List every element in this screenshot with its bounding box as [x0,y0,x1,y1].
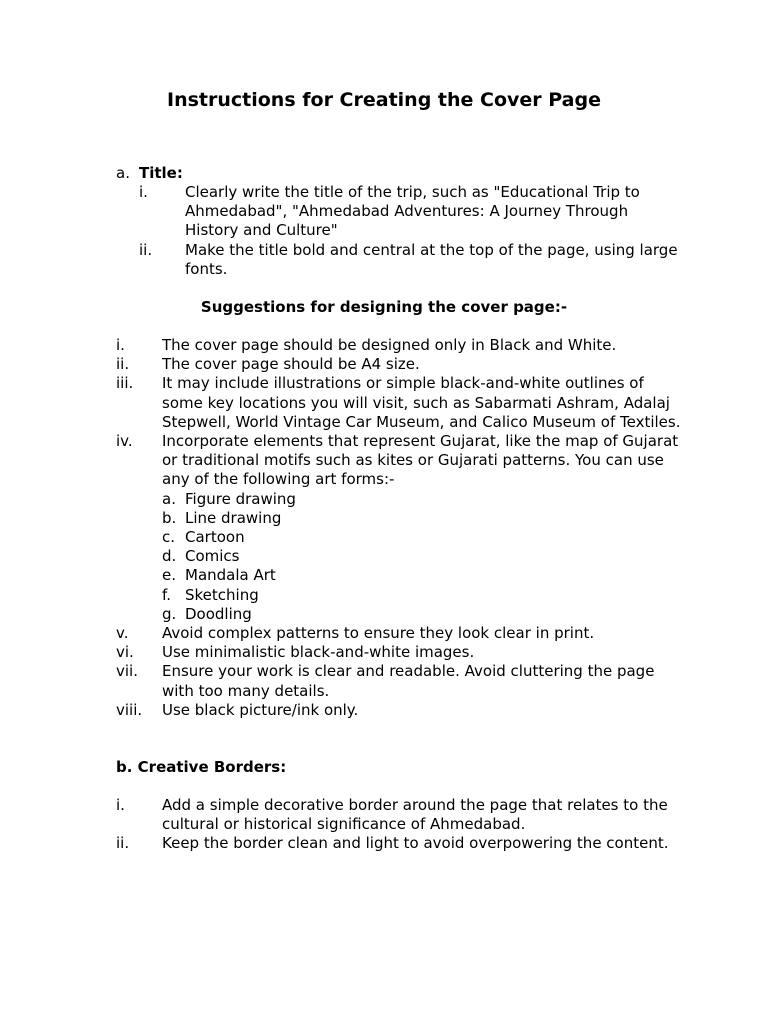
list-item [116,834,686,853]
art-form-item [162,547,686,566]
art-form-text: Cartoon [185,528,245,547]
section-b-list [116,796,686,854]
list-item-text: Use black picture/ink only. [162,700,359,719]
art-form-marker: a. [162,489,176,508]
list-item-text: Add a simple decorative border around the page that relates to the cultural or historical significance of Ahmedabad. [162,796,668,834]
list-item-text: Clearly write the title of the trip, such as "Educational Trip to Ahmedabad", "Ahmedabad Adventures: A Journey Through History and Culture" [185,183,640,240]
list-item-marker: v. [116,624,129,643]
section-a-marker: a. [116,164,130,182]
art-form-text: Doodling [185,604,252,623]
list-item-text: The cover page should be A4 size. [162,355,420,374]
list-item-marker: ii. [139,240,153,259]
art-form-item [162,605,686,624]
list-item-text: Incorporate elements that represent Gujarat, like the map of Gujarat or traditional motifs such as kites or Gujarati patterns. You can use any of the following art forms:- [162,432,679,489]
list-item [116,701,686,720]
art-form-marker: b. [162,508,177,527]
list-item-marker: i. [116,796,125,814]
list-item [116,374,686,432]
list-item-marker: vi. [116,643,134,662]
list-item-text: It may include illustrations or simple black-and-white outlines of some key locations you will visit, such as Sabarmati Ashram, Adalaj Stepwell, World Vintage Car Museum, and Calico Museum of Textiles. [162,374,681,431]
art-form-marker: e. [162,566,176,585]
list-item-marker: i. [116,336,125,354]
art-form-marker: c. [162,528,176,547]
art-form-item [162,509,686,528]
list-item [116,432,686,624]
list-item-marker: i. [139,183,148,201]
list-item-text: Use minimalistic black-and-white images. [162,643,475,662]
art-form-item [162,528,686,547]
art-form-marker: d. [162,547,177,566]
list-item-text: Keep the border clean and light to avoid overpowering the content. [162,834,669,853]
suggestions-list [116,336,686,720]
art-form-marker: g. [162,604,177,623]
art-forms-list [162,490,686,624]
list-item [116,643,686,662]
suggestions-heading: Suggestions for designing the cover page:- [200,298,568,316]
list-item [139,241,679,279]
list-item-marker: ii. [116,834,130,853]
list-item-body [162,432,686,624]
list-item-marker: viii. [116,700,143,719]
art-form-item [162,566,686,585]
page-title: Instructions for Creating the Cover Page [167,89,601,111]
section-a-list [139,183,679,279]
list-item-marker: vii. [116,662,138,681]
list-item [116,662,686,700]
art-form-text: Sketching [185,585,259,604]
list-item [116,796,686,834]
list-item-text: Ensure your work is clear and readable. Avoid cluttering the page with too many details. [162,662,655,700]
art-form-text: Line drawing [185,508,282,527]
list-item [139,183,679,241]
list-item-text: The cover page should be designed only in Black and White. [162,336,617,354]
list-item [116,624,686,643]
list-item-marker: iii. [116,374,134,393]
list-item-marker: ii. [116,355,130,374]
section-b-heading: b. Creative Borders: [116,758,287,776]
section-a-heading [116,164,183,183]
art-form-text: Figure drawing [185,489,296,508]
list-item-text: Avoid complex patterns to ensure they look clear in print. [162,624,595,643]
list-item [116,355,686,374]
list-item [116,336,686,355]
art-form-item [162,490,686,509]
art-form-text: Comics [185,547,240,566]
art-form-text: Mandala Art [185,566,276,585]
list-item-text: Make the title bold and central at the top of the page, using large fonts. [185,240,678,278]
art-form-item [162,586,686,605]
list-item-marker: iv. [116,432,133,451]
section-a-label: Title: [139,164,183,182]
art-form-marker: f. [162,585,171,604]
